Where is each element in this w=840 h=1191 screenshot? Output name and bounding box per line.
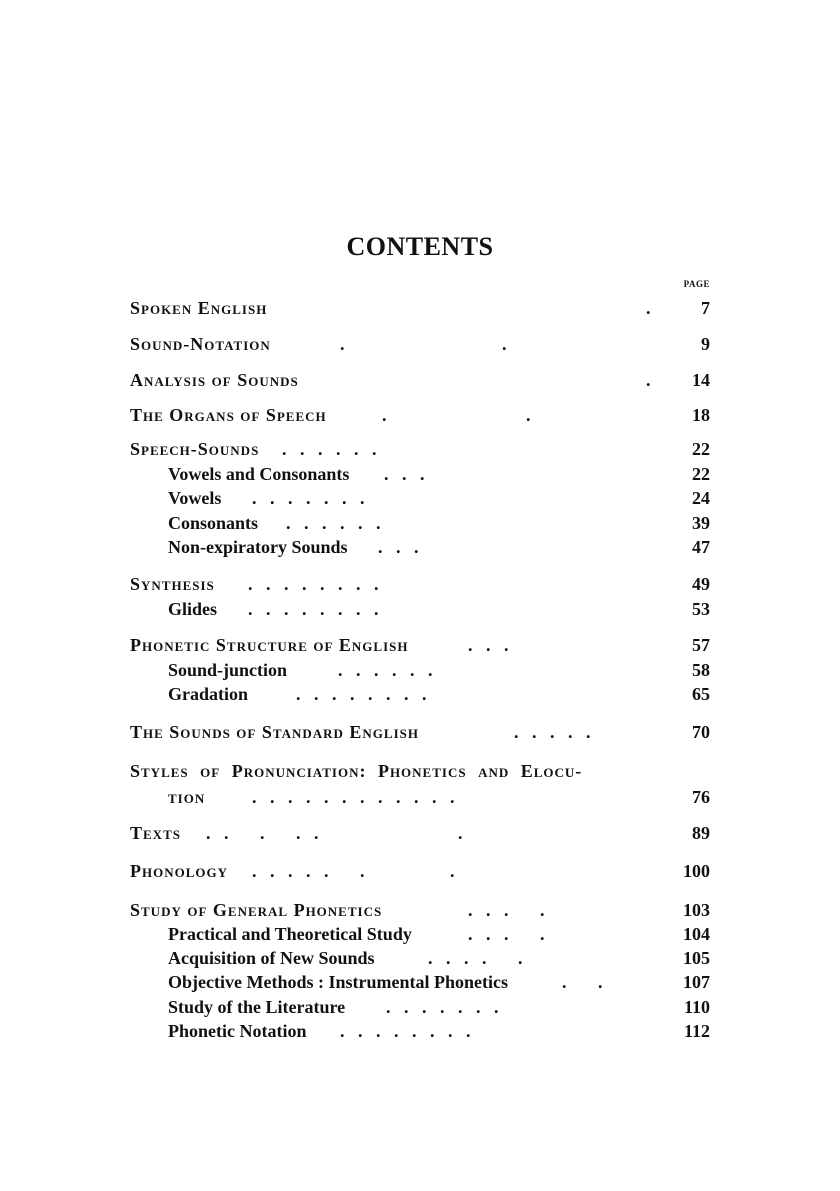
toc-entry-title: Spoken English: [130, 298, 268, 318]
toc-entry-page: 103: [683, 900, 710, 920]
toc-entry-page: 7: [701, 298, 710, 318]
toc-entry-title: Sound-junction: [168, 660, 288, 680]
toc-entry-title: Practical and Theoretical Study: [168, 924, 412, 944]
toc-entry-page: 58: [692, 660, 710, 680]
toc-entry-leader: . .: [340, 334, 507, 354]
toc-entry-page: 104: [683, 924, 710, 944]
toc-entry-title: Consonants: [168, 513, 259, 533]
toc-entry-page: 89: [692, 823, 710, 843]
toc-entry-title: Styles of Pronunciation: Phonetics and Elocu-: [130, 761, 583, 781]
toc-entry-leader: . . .: [384, 464, 425, 484]
toc-entry-title: Non-expiratory Sounds: [168, 537, 348, 557]
toc-entry[interactable]: [130, 403, 710, 427]
toc-entry-title: Vowels: [168, 488, 222, 508]
page-title: CONTENTS: [346, 232, 494, 261]
toc-subentry[interactable]: [168, 922, 710, 946]
toc-entry-page: 22: [692, 439, 710, 459]
toc-entry-title: tion: [168, 787, 206, 807]
toc-entry-leader: .: [646, 298, 651, 318]
toc-subentry[interactable]: [168, 597, 710, 621]
toc-entry-title: Phonetic Notation: [168, 1021, 307, 1041]
toc-entry-page: 112: [683, 1021, 710, 1041]
toc-entry-title: Study of the Literature: [168, 997, 346, 1017]
toc-entry-page: 47: [692, 537, 710, 557]
toc-subentry[interactable]: [168, 535, 710, 559]
toc-entry-leader: . . . . . . . .: [296, 684, 427, 704]
toc-entry-title: Phonetic Structure of English: [130, 635, 409, 655]
toc-entry-title: Speech-Sounds: [130, 439, 260, 459]
toc-entry-page: 100: [683, 861, 710, 881]
toc-entry-page: 110: [683, 997, 710, 1017]
toc-entry-leader: . . . . . . . . . . . .: [252, 787, 455, 807]
toc-subentry[interactable]: [168, 682, 710, 706]
toc-entry-continuation[interactable]: [168, 785, 710, 809]
toc-subentry[interactable]: [168, 511, 710, 535]
toc-entry-page: 105: [683, 948, 710, 968]
toc-entry-leader: . . . . . . . .: [248, 574, 379, 594]
toc-subentry[interactable]: [168, 946, 710, 970]
toc-subentry[interactable]: [168, 970, 710, 994]
toc-entry[interactable]: [130, 859, 710, 883]
toc-entry-title: The Sounds of Standard English: [130, 722, 419, 742]
toc-entry-title: Gradation: [168, 684, 249, 704]
toc-entry-page: 107: [683, 972, 710, 992]
toc-entry-page: 39: [692, 513, 710, 533]
toc-entry-leader: . . . .: [468, 924, 545, 944]
toc-entry-leader: . . . . . . .: [252, 861, 455, 881]
toc-entry-title: Phonology: [130, 861, 229, 881]
toc-entry[interactable]: [130, 368, 710, 392]
toc-entry-leader: . . . . . .: [282, 439, 377, 459]
toc-entry-page: 53: [692, 599, 710, 619]
toc-entry-leader: . . . . . . . .: [248, 599, 379, 619]
toc-entry-leader: . . . . . .: [206, 823, 463, 843]
toc-entry-title: Glides: [168, 599, 218, 619]
toc-entry-title: Analysis of Sounds: [130, 370, 299, 390]
toc-entry[interactable]: [130, 633, 710, 657]
toc-entry-title: Texts: [130, 823, 181, 843]
toc-entry[interactable]: [130, 821, 710, 845]
toc-entry-title: Synthesis: [130, 574, 215, 594]
toc-entry-title: Acquisition of New Sounds: [168, 948, 375, 968]
toc-entry-page: 70: [692, 722, 710, 742]
toc-entry-page: 18: [692, 405, 710, 425]
toc-entry-leader: . . . . . .: [286, 513, 381, 533]
toc-entry-page: 14: [692, 370, 710, 390]
toc-entry-leader: . . . . .: [514, 722, 591, 742]
toc-entry[interactable]: [130, 437, 710, 461]
toc-entry[interactable]: [130, 898, 710, 922]
toc-entry[interactable]: [130, 296, 710, 320]
toc-entry-leader: . .: [382, 405, 531, 425]
toc-entry-leader: . .: [562, 972, 603, 992]
toc-entry-leader: . . . . . . . .: [340, 1021, 471, 1041]
toc-subentry[interactable]: [168, 1019, 710, 1043]
toc-entry-leader: . . . .: [468, 900, 545, 920]
toc-entry-leader: . . . . . .: [338, 660, 433, 680]
toc-entry-title: Study of General Phonetics: [130, 900, 383, 920]
toc-entry[interactable]: [130, 572, 710, 596]
toc-entry-leader: . . . . . . .: [252, 488, 365, 508]
toc-entry-title: The Organs of Speech: [130, 405, 327, 425]
toc-entry[interactable]: [130, 720, 710, 744]
toc-entry-leader: .: [646, 370, 651, 390]
toc-entry-page: 24: [692, 488, 710, 508]
toc-entry-leader: . . . . .: [428, 948, 523, 968]
toc-subentry[interactable]: [168, 995, 710, 1019]
toc-entry-leader: . . .: [378, 537, 419, 557]
toc-entry[interactable]: [130, 759, 670, 783]
toc-entry-title: Objective Methods : Instrumental Phonetics: [168, 972, 508, 992]
page-column-label: PAGE: [683, 279, 710, 289]
toc-entry-title: Vowels and Consonants: [168, 464, 350, 484]
toc-entry-page: 57: [692, 635, 710, 655]
toc-subentry[interactable]: [168, 486, 710, 510]
toc-subentry[interactable]: [168, 462, 710, 486]
toc-entry-page: 65: [692, 684, 710, 704]
toc-entry-title: Sound-Notation: [130, 334, 271, 354]
toc-entry-page: 49: [692, 574, 710, 594]
toc-subentry[interactable]: [168, 658, 710, 682]
toc-entry-leader: . . . . . . .: [386, 997, 499, 1017]
toc-entry-page: 9: [701, 334, 710, 354]
toc-entry-page: 22: [692, 464, 710, 484]
toc-entry-leader: . . .: [468, 635, 509, 655]
toc-entry-page: 76: [692, 787, 710, 807]
toc-entry[interactable]: [130, 332, 710, 356]
